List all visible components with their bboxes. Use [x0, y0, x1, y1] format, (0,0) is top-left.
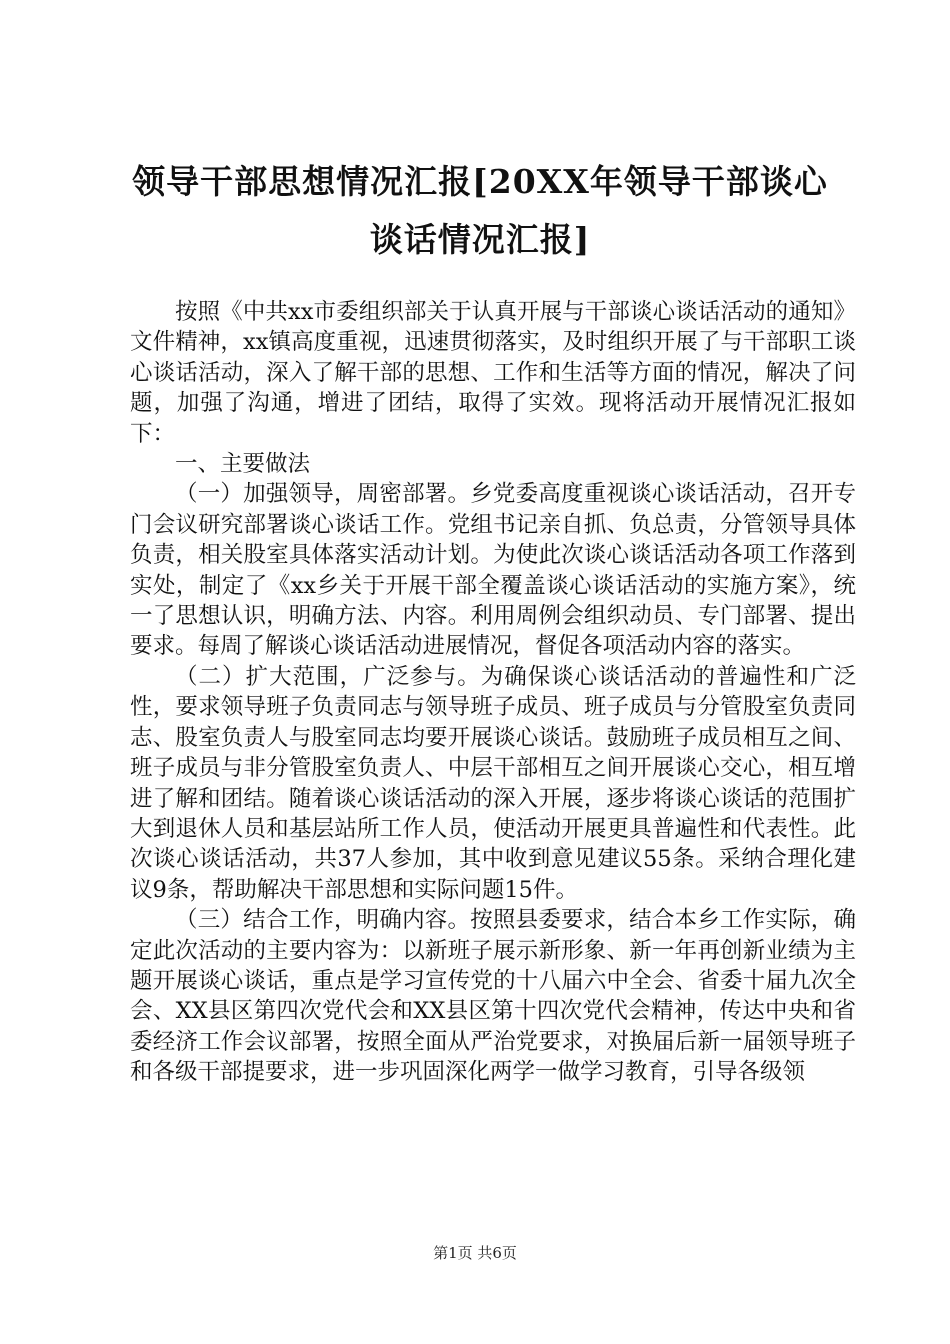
- paragraph-intro: 按照《中共xx市委组织部关于认真开展与干部谈心谈话活动的通知》文件精神，xx镇高度重视，迅速贯彻落实，及时组织开展了与干部职工谈心谈话活动，深入了解干部的思想、工作和生活等方面的情况，解决了问题，加强了沟通，增进了团结，取得了实效。现将活动开展情况汇报如下：: [130, 299, 856, 447]
- paragraph-1: （一）加强领导，周密部署。乡党委高度重视谈心谈话活动，召开专门会议研究部署谈心谈话工作。党组书记亲自抓、负总责，分管领导具体负责，相关股室具体落实活动计划。为使此次谈心谈话活动各项工作落到实处，制定了《xx乡关于开展干部全覆盖谈心谈话活动的实施方案》，统一了思想认识，明确方法、内容。利用周例会组织动员、专门部署、提出要求。每周了解谈心谈话活动进展情况，督促各项活动内容的落实。: [130, 481, 856, 660]
- document-title-line-2: 谈话情况汇报]: [369, 220, 591, 259]
- document-body: [130, 297, 856, 1088]
- paragraph-2: （二）扩大范围，广泛参与。为确保谈心谈话活动的普遍性和广泛性，要求领导班子负责同志与领导班子成员、班子成员与分管股室负责同志、股室负责人与股室同志均要开展谈心谈话。鼓励班子成员相互之间、班子成员与非分管股室负责人、中层干部相互之间开展谈心交心，相互增进了解和团结。随着谈心谈话活动的深入开展，逐步将谈心谈话的范围扩大到退休人员和基层站所工作人员，使活动开展更具普遍性和代表性。此次谈心谈话活动，共37人参加，其中收到意见建议55条。采纳合理化建议9条，帮助解决干部思想和实际问题15件。: [130, 663, 856, 903]
- document-title-line-1: 领导干部思想情况汇报[20XX年领导干部谈心: [132, 162, 828, 201]
- page-footer: 第1页 共6页: [433, 1244, 517, 1262]
- section-heading: 一、主要做法: [175, 451, 311, 478]
- paragraph-3: （三）结合工作，明确内容。按照县委要求，结合本乡工作实际，确定此次活动的主要内容为：以新班子展示新形象、新一年再创新业绩为主题开展谈心谈话，重点是学习宣传党的十八届六中全会、省委十届九次全会、XX县区第四次党代会和XX县区第十四次党代会精神，传达中央和省委经济工作会议部署，按照全面从严治党要求，对换届后新一届领导班子和各级干部提要求，进一步巩固深化两学一做学习教育，引导各级领: [130, 907, 856, 1086]
